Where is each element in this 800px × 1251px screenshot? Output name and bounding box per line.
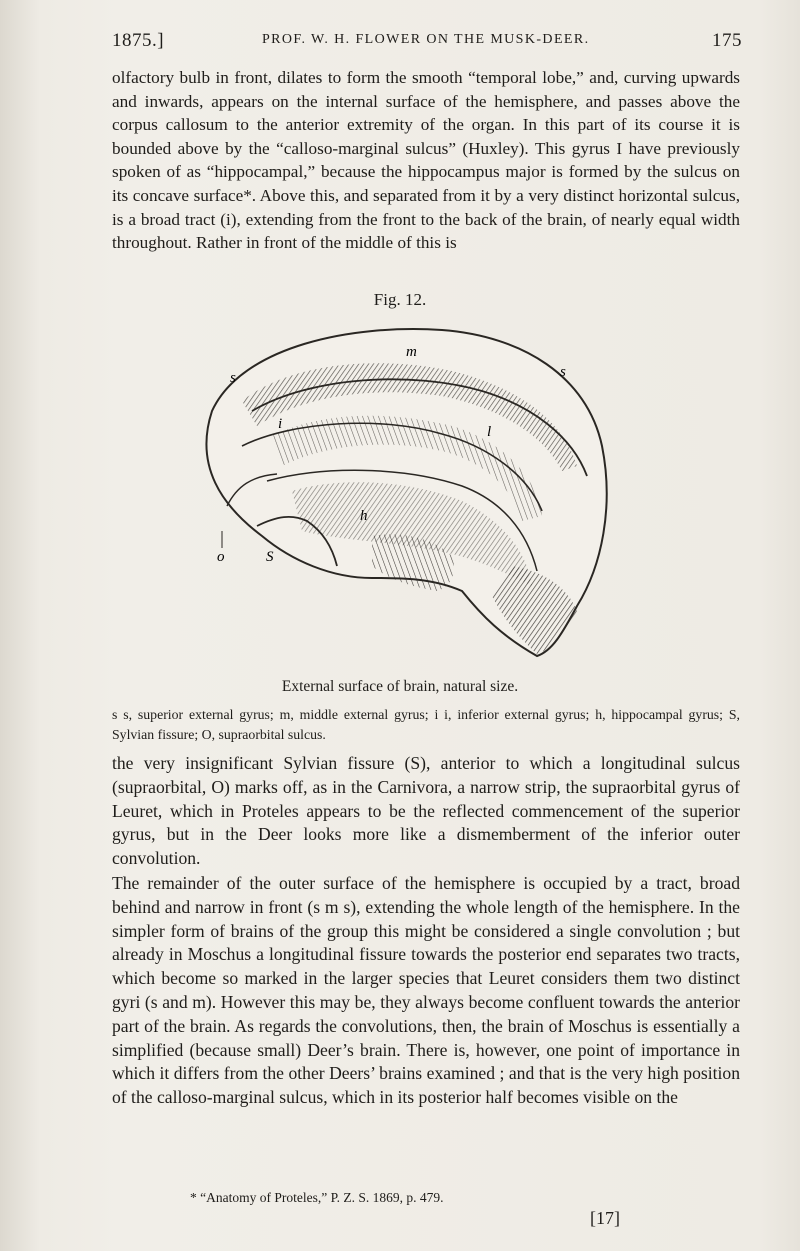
figure-label: Fig. 12. — [373, 290, 427, 309]
page-number: 175 — [712, 30, 742, 51]
letter-S: S — [266, 549, 274, 565]
figure-caption-legend: s s, superior external gyrus; m, middle external gyrus; i i, inferior external gyrus; h, hippocampal gyrus; S, Sylvian fissure; O, supraorbital sulcus. — [112, 707, 740, 742]
letter-h: h — [360, 508, 368, 524]
paragraph-3: The remainder of the outer surface of the hemisphere is occupied by a tract, broad behind and narrow in front (s m s), extending the whole length of the hemisphere. In the simpler form of brains of the group this might be considered a single convolution ; but already in Moschus a longitudinal fissure towards the posterior end separates two tracts, which become so marked in the larger species that Leuret considers them two distinct gyri (s and m). However this may be, they always become confluent towards the anterior part of the brain. As regards the convolutions, then, the brain of Moschus is essentially a simplified (because small) Deer’s brain. There is, however, one point of importance in which it differs from the other Deers’ brains examined ; and that is the very high position of the calloso-marginal sulcus, which in its posterior half becomes visible on the — [112, 873, 740, 1108]
letter-o: o — [217, 549, 225, 565]
running-header — [112, 30, 742, 54]
letter-l: l — [487, 424, 492, 440]
figure-caption-title: External surface of brain, natural size. — [281, 678, 519, 695]
letter-s-front: s — [230, 370, 236, 386]
letter-i: i — [278, 416, 283, 432]
letter-s-back: s — [560, 364, 566, 380]
brain-figure — [182, 316, 622, 666]
letter-m: m — [406, 344, 417, 360]
paragraph-2: the very insignificant Sylvian fissure (S), anterior to which a longitudinal sulcus (supraorbital, O) marks off, as in the Carnivora, a narrow strip, the supraorbital gyrus of Leuret, which in Proteles appears to be the reflected commencement of the superior gyrus, but in the Deer looks more like a dismemberment of the inferior outer convolution. — [112, 753, 740, 869]
signature-mark: [17] — [590, 1208, 620, 1228]
header-year: 1875.] — [112, 30, 165, 51]
paragraph-1: olfactory bulb in front, dilates to form the smooth “temporal lobe,” and, curving upwards and inwards, appears on the internal surface of the hemisphere, and passes above the corpus callosum to the anterior extremity of the organ. In this part of its course it is bounded above by the “calloso-marginal sulcus” (Huxley). This gyrus I have previously spoken of as “hippocampal,” because the hippocampus major is formed by the sulcus on its concave surface*. Above this, and separated from it by a very distinct horizontal sulcus, is a broad tract (i), extending from the front to the back of the brain, of nearly equal width throughout. Rather in front of the middle of this is — [112, 68, 740, 253]
footnote: * “Anatomy of Proteles,” P. Z. S. 1869, p. 479. — [190, 1190, 444, 1205]
header-title: PROF. W. H. FLOWER ON THE MUSK-DEER. — [262, 32, 590, 47]
